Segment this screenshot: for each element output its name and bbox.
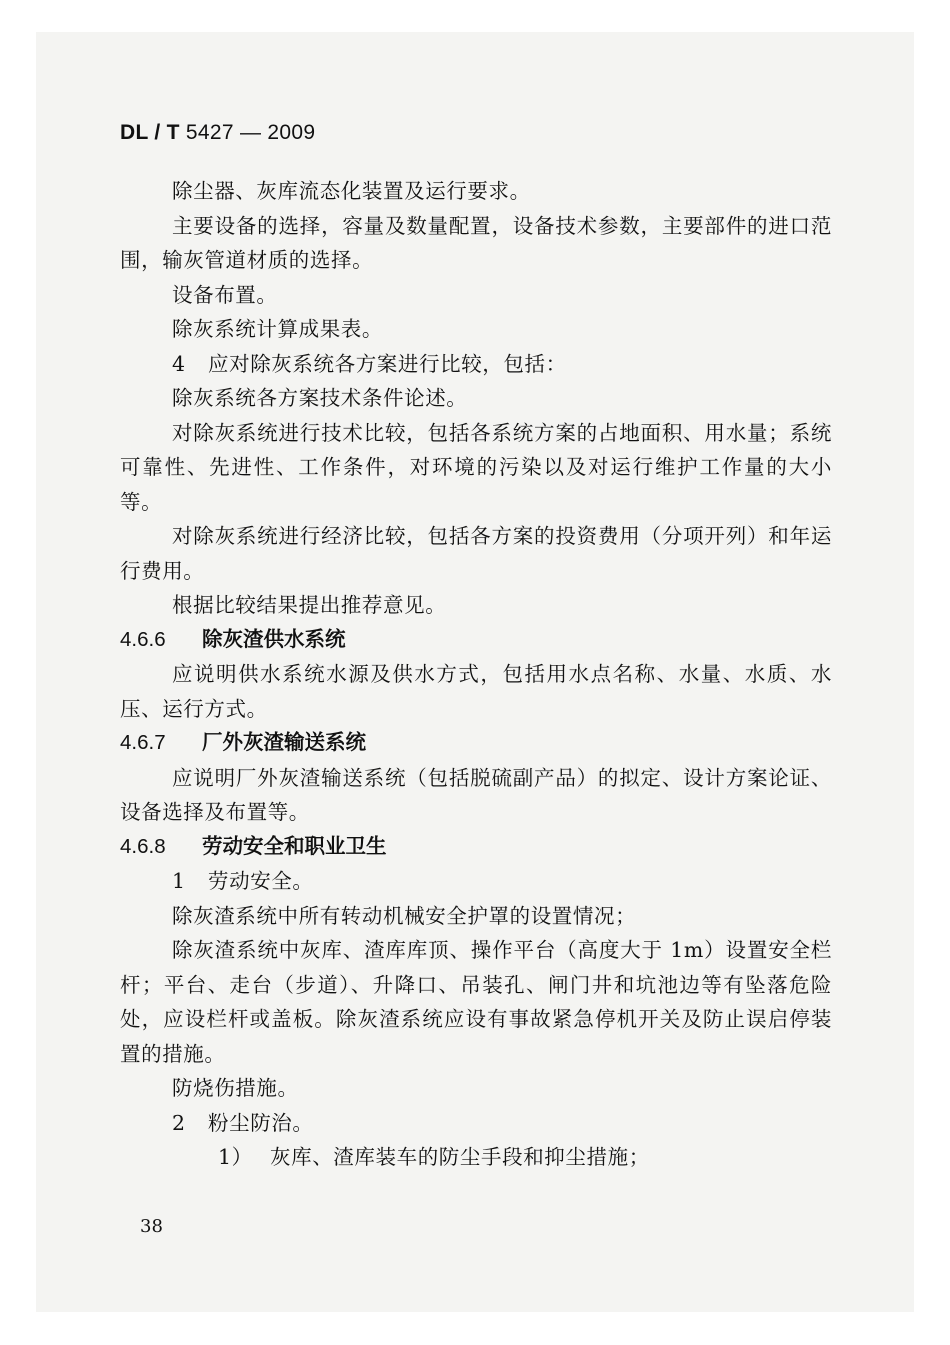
paragraph: 根据比较结果提出推荐意见。: [172, 593, 447, 617]
section-title: 厂外灰渣输送系统: [202, 731, 366, 754]
section-heading-4-6-6: [120, 623, 832, 658]
document-body: [120, 116, 832, 1175]
section-title: 除灰渣供水系统: [202, 627, 346, 651]
paragraph: 主要设备的选择，容量及数量配置，设备技术参数，主要部件的进口范围，输灰管道材质的选择。: [120, 213, 832, 272]
section-number: 4.6.6: [120, 627, 166, 651]
list-number: 2: [172, 1110, 186, 1135]
list-item-4: [120, 347, 832, 382]
section-heading-4-6-7: [120, 726, 832, 761]
paragraph: 对除灰系统进行经济比较，包括各方案的投资费用（分项开列）和年运行费用。: [120, 524, 832, 583]
list-text: 应对除灰系统各方案进行比较，包括：: [208, 351, 567, 376]
sub-list-item-1: [120, 1140, 832, 1175]
paragraph: 应说明供水系统水源及供水方式，包括用水点名称、水量、水质、水压、运行方式。: [120, 662, 832, 721]
paragraph: 设备布置。: [172, 282, 278, 307]
standard-prefix: DL / T: [120, 121, 180, 144]
paragraph: 除灰系统各方案技术条件论述。: [172, 386, 468, 410]
list-number: 1: [172, 869, 186, 893]
section-number: 4.6.7: [120, 731, 166, 754]
paragraph: 应说明厂外灰渣输送系统（包括脱硫副产品）的拟定、设计方案论证、设备选择及布置等。: [120, 765, 832, 824]
sub-list-text: 灰库、渣库装车的防尘手段和抑尘措施；: [270, 1145, 650, 1169]
list-number: 4: [172, 351, 186, 376]
section-number: 4.6.8: [120, 834, 166, 858]
list-item-1: [120, 864, 832, 899]
list-item-2: [120, 1106, 832, 1141]
section-title: 劳动安全和职业卫生: [202, 834, 387, 858]
paragraph: 对除灰系统进行技术比较，包括各系统方案的占地面积、用水量；系统可靠性、先进性、工作条件，对环境的污染以及对运行维护工作量的大小等。: [120, 420, 832, 514]
paragraph: 除尘器、灰库流态化装置及运行要求。: [172, 179, 531, 203]
list-text: 劳动安全。: [208, 869, 314, 893]
paragraph: 除灰渣系统中所有转动机械安全护罩的设置情况；: [172, 903, 637, 928]
paragraph: 除灰系统计算成果表。: [172, 317, 383, 341]
sub-list-number: 1）: [218, 1145, 253, 1169]
paragraph: 除灰渣系统中灰库、渣库库顶、操作平台（高度大于 1m）设置安全栏杆；平台、走台（步道）、升降口、吊装孔、闸门井和坑池边等有坠落危险处，应设栏杆或盖板。除灰渣系统应设有事故紧急停机开关及防止误启停装置的措施。: [120, 938, 832, 1066]
list-text: 粉尘防治。: [208, 1110, 314, 1135]
section-heading-4-6-8: [120, 830, 832, 865]
standard-number: 5427 — 2009: [185, 121, 316, 144]
page-number: 38: [140, 1216, 163, 1237]
standard-code: [120, 116, 832, 150]
paragraph: 防烧伤措施。: [172, 1076, 299, 1100]
